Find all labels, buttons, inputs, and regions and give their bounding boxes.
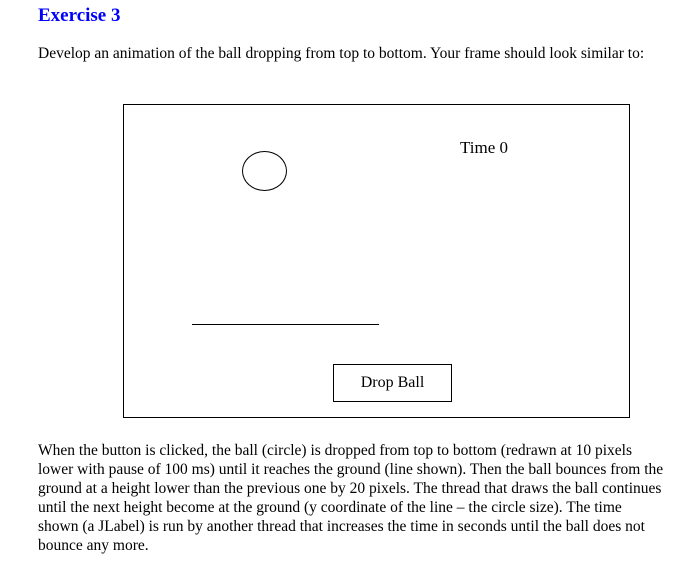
- exercise-heading: Exercise 3: [38, 5, 121, 26]
- time-label: Time 0: [460, 138, 509, 157]
- ground-line: [192, 324, 379, 325]
- drop-ball-button[interactable]: Drop Ball: [333, 364, 452, 402]
- animation-frame: [123, 104, 630, 418]
- ball-circle: [242, 151, 287, 191]
- intro-paragraph: Develop an animation of the ball dropping from top to bottom. Your frame should look similar to:: [38, 45, 645, 62]
- description-paragraph: When the button is clicked, the ball (circle) is dropped from top to bottom (redrawn at 10 pixels lower with pause of 100 ms) until it reaches the ground (line shown). Then the ball bounces from the ground at a height lower than the previous one by 20 pixels. The thread that draws the ball continues until the next height become at the ground (y coordinate of the line – the circle size). The time shown (a JLabel) is run by another thread that increases the time in seconds until the ball does not bounce any more.: [38, 442, 664, 554]
